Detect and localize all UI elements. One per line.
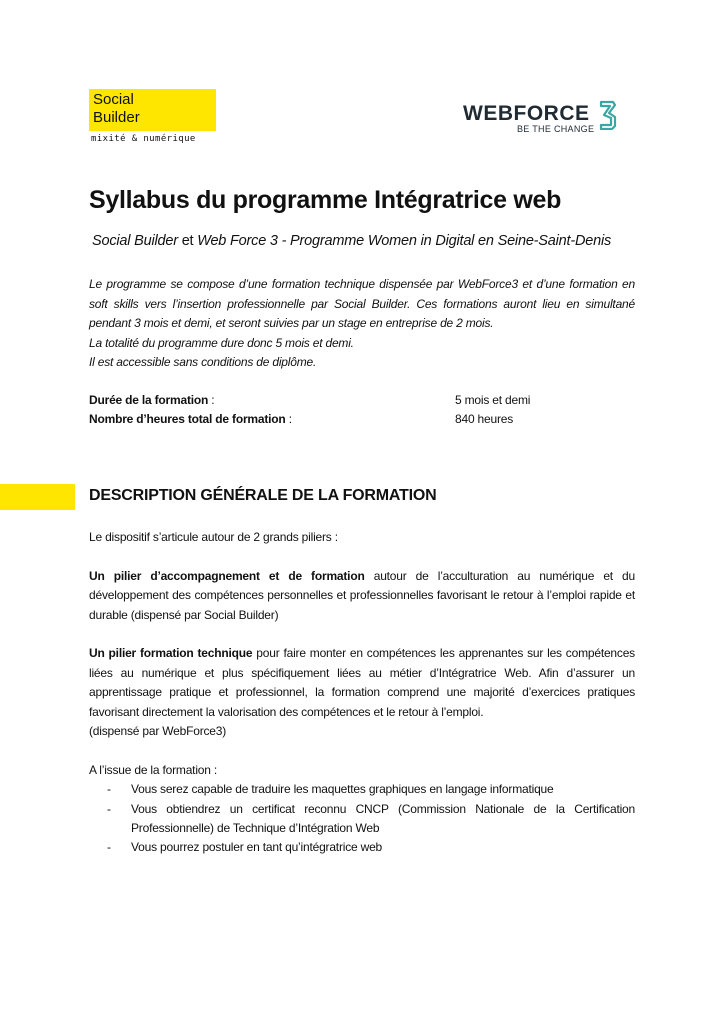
- webforce3-mark-icon: [598, 100, 618, 130]
- pillar-1: [89, 567, 635, 625]
- fact-row: [89, 410, 649, 429]
- pillar-2-text: pour faire monter en compétences les apprenantes sur les compétences liées au numérique et plus spécifiquement liées au métier d’Intégratrice Web. Afin d’assurer un apprentissage pratique et professionnel, la formation comprend une majorité d’exercices pratiques favorisant directement la valorisation des compétences et le retour à l’emploi.: [89, 646, 635, 719]
- social-builder-logo-line1: Social: [93, 91, 134, 108]
- fact-label: [89, 412, 292, 426]
- outcomes-list: [89, 780, 635, 858]
- webforce-logo: [463, 100, 623, 140]
- social-builder-logo-box: [89, 89, 216, 131]
- section-accent-bar: [0, 484, 75, 510]
- list-item: [89, 800, 635, 839]
- bullet-dash: -: [107, 840, 111, 855]
- fact-label-text: Durée de la formation: [89, 393, 209, 407]
- outcome-text: Vous pourrez postuler en tant qu’intégratrice web: [131, 840, 383, 855]
- list-item: [89, 780, 635, 799]
- body-lead: Le dispositif s’articule autour de 2 grands piliers :: [89, 530, 338, 544]
- section-body: [89, 528, 635, 858]
- pillar-2: [89, 644, 635, 722]
- subtitle-social-builder: Social Builder: [92, 233, 178, 249]
- social-builder-logo: [89, 89, 216, 144]
- facts-table: [89, 391, 649, 429]
- fact-label-suffix: :: [285, 412, 292, 426]
- fact-row: [89, 391, 649, 410]
- fact-label: [89, 393, 214, 407]
- webforce-logo-word: WEBFORCE: [463, 102, 590, 125]
- intro-block: [89, 275, 635, 373]
- fact-label-suffix: :: [208, 393, 215, 407]
- pillar-2-note: (dispensé par WebForce3): [89, 724, 227, 739]
- bullet-dash: -: [107, 801, 111, 816]
- list-item: [89, 838, 635, 857]
- fact-value: 840 heures: [455, 412, 514, 426]
- outcomes-lead: A l’issue de la formation :: [89, 762, 218, 777]
- page-title: Syllabus du programme Intégratrice web: [89, 186, 562, 214]
- fact-value: 5 mois et demi: [455, 393, 531, 407]
- bullet-dash: -: [107, 782, 111, 797]
- pillar-2-title: Un pilier formation technique: [89, 646, 253, 661]
- webforce-slogan: BE THE CHANGE: [517, 124, 595, 134]
- subtitle-connector: et: [177, 233, 198, 249]
- intro-access: Il est accessible sans conditions de diplôme.: [89, 355, 317, 370]
- fact-label-text: Nombre d’heures total de formation: [89, 412, 286, 426]
- pillar-1-title: Un pilier d’accompagnement et de formation: [89, 568, 365, 583]
- social-builder-logo-line2: Builder: [93, 109, 140, 126]
- intro-paragraph: Le programme se compose d’une formation technique dispensée par WebForce3 et d’une formation en soft skills vers l’insertion professionnelle par Social Builder. Ces formations auront lieu en simultané pendant 3 mois et demi, et seront suivies par un stage en entreprise de 2 mois.: [89, 277, 635, 331]
- outcome-text: Vous serez capable de traduire les maquettes graphiques en langage informatique: [131, 782, 554, 797]
- outcome-text: Vous obtiendrez un certificat reconnu CNCP (Commission Nationale de la Certification Professionnelle) de Technique d’Intégration Web: [131, 801, 635, 836]
- intro-duration: La totalité du programme dure donc 5 mois et demi.: [89, 335, 354, 350]
- page-subtitle: [92, 233, 611, 249]
- social-builder-tagline: mixité & numérique: [91, 134, 196, 144]
- subtitle-program: Web Force 3 - Programme Women in Digital en Seine-Saint-Denis: [197, 233, 612, 249]
- section-title: DESCRIPTION GÉNÉRALE DE LA FORMATION: [89, 487, 437, 504]
- pillar-1-text: autour de l’acculturation au numérique et du développement des compétences personnelles et professionnelles favorisant le retour à l’emploi rapide et durable (dispensé par Social Builder): [89, 568, 635, 622]
